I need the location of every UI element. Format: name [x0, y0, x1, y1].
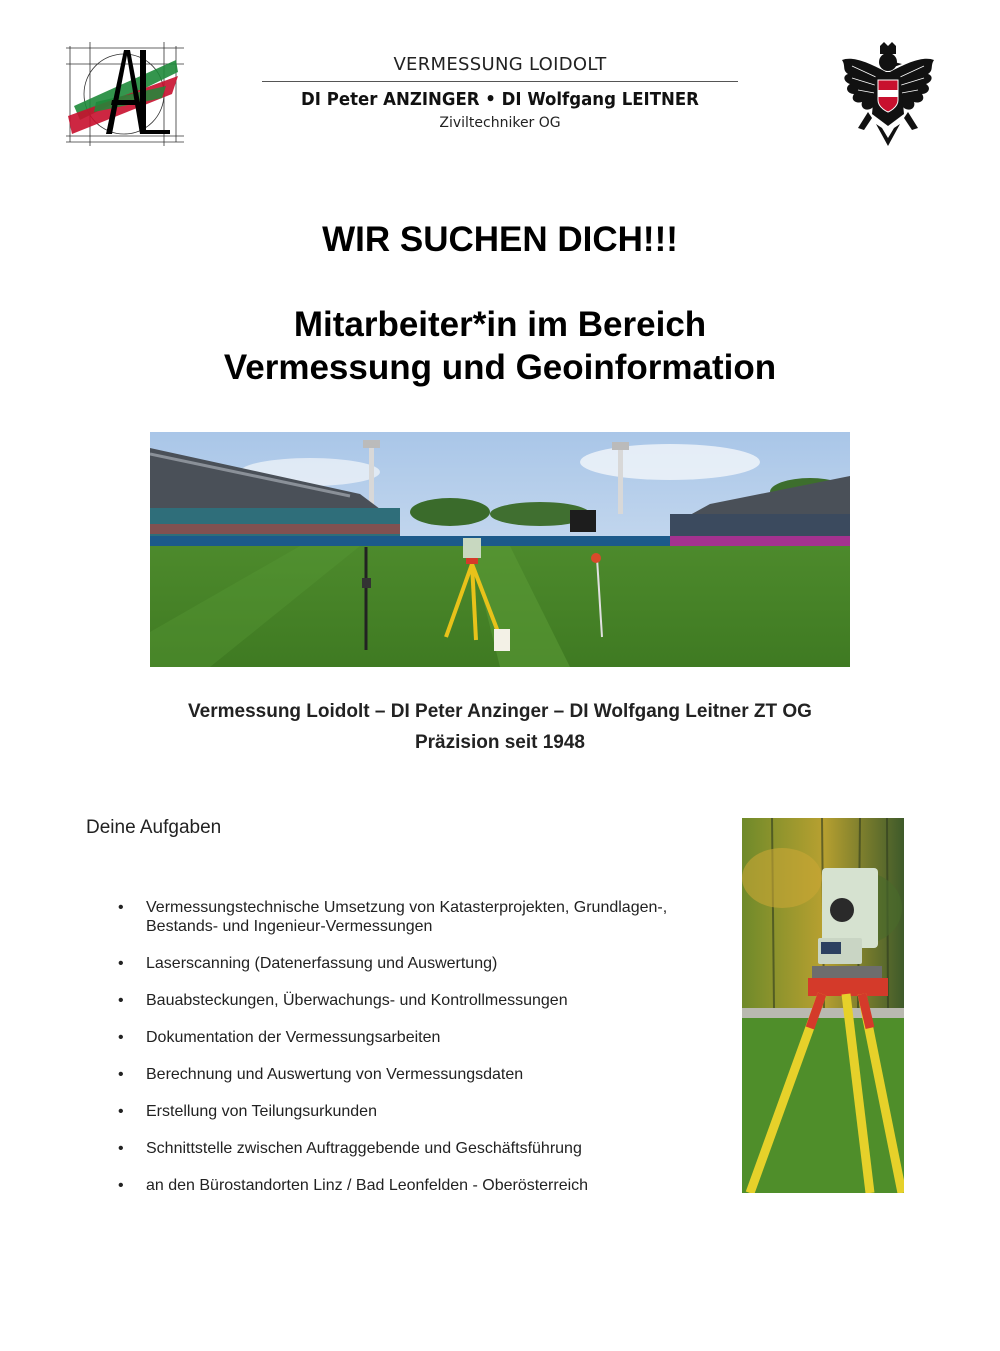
bullet: • — [118, 1103, 124, 1120]
task-item — [118, 1176, 716, 1195]
position-title-line-1: Mitarbeiter*in im Bereich — [293, 305, 707, 344]
bullet: • — [118, 1177, 124, 1194]
bullet: • — [118, 899, 124, 916]
task-text: Erstellung von Teilungsurkunden — [146, 1103, 377, 1120]
position-title-line-2: Vermessung und Geoinformation — [223, 348, 777, 387]
task-item — [118, 1139, 716, 1158]
bullet: • — [118, 1066, 124, 1083]
letterhead — [262, 52, 738, 134]
company-logo — [66, 42, 184, 146]
task-text: Schnittstelle zwischen Auftraggebende und Geschäftsführung — [146, 1140, 582, 1157]
total-station-photo — [742, 818, 904, 1193]
headline: WIR SUCHEN DICH!!! — [322, 220, 678, 259]
tagline: Präzision seit 1948 — [414, 732, 586, 753]
task-item — [118, 954, 716, 973]
bullet: • — [118, 992, 124, 1009]
task-text: Vermessungstechnische Umsetzung von Katasterprojekten, Grundlagen-, Bestands- und Ingenieur-Vermessungen — [146, 899, 668, 935]
task-text: Berechnung und Auswertung von Vermessungsdaten — [146, 1066, 524, 1083]
bullet: • — [118, 1140, 124, 1157]
firm-name: VERMESSUNG LOIDOLT — [393, 54, 607, 75]
task-item — [118, 898, 716, 936]
task-list — [118, 898, 716, 1213]
company-type: Ziviltechniker OG — [439, 115, 561, 131]
letterhead-divider — [262, 81, 738, 82]
task-text: Bauabsteckungen, Überwachungs- und Kontrollmessungen — [146, 992, 568, 1009]
task-text: Laserscanning (Datenerfassung und Auswertung) — [146, 955, 498, 972]
task-text: an den Bürostandorten Linz / Bad Leonfelden - Oberösterreich — [146, 1177, 589, 1194]
task-item — [118, 1102, 716, 1121]
austrian-eagle-icon — [838, 42, 938, 148]
task-item — [118, 1028, 716, 1047]
stadium-survey-photo — [150, 432, 850, 667]
tasks-heading: Deine Aufgaben — [86, 817, 222, 838]
company-line: Vermessung Loidolt – DI Peter Anzinger – DI Wolfgang Leitner ZT OG — [188, 701, 812, 722]
task-item — [118, 1065, 716, 1084]
bullet: • — [118, 955, 124, 972]
task-item — [118, 991, 716, 1010]
bullet: • — [118, 1029, 124, 1046]
partner-names: DI Peter ANZINGER • DI Wolfgang LEITNER — [301, 89, 699, 110]
task-text: Dokumentation der Vermessungsarbeiten — [146, 1029, 441, 1046]
